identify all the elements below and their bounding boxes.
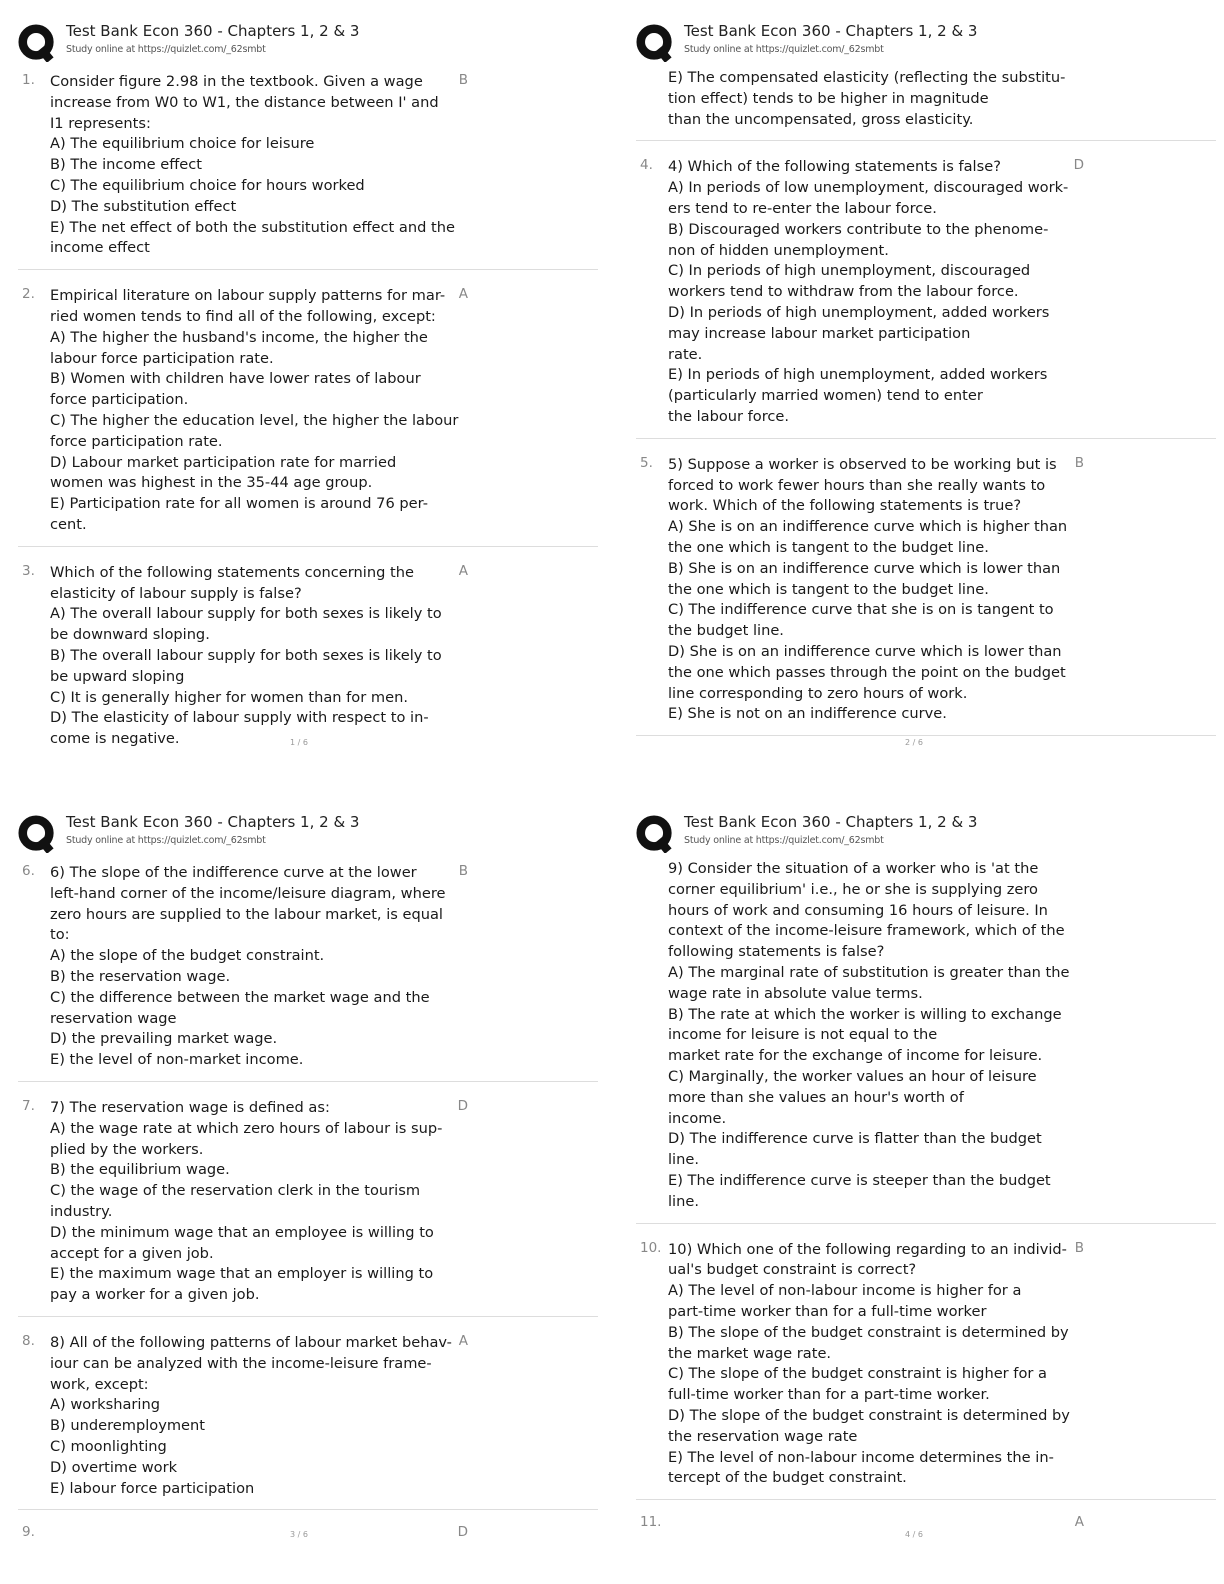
option: E) Participation rate for all women is around 76 per-: [50, 495, 428, 513]
page-header: [18, 813, 598, 859]
document-title: Test Bank Econ 360 - Chapters 1, 2 & 3: [684, 813, 978, 831]
option: C) In periods of high unemployment, discouraged: [668, 262, 1031, 280]
question-11-stub: [636, 1510, 1216, 1540]
line: left-hand corner of the income/leisure diagram, where: [50, 884, 446, 902]
line: hours of work and consuming 16 hours of leisure. In: [668, 901, 1048, 919]
option: come is negative.: [50, 730, 180, 748]
quizlet-logo-icon: [18, 24, 56, 62]
option: D) The slope of the budget constraint is determined by: [668, 1406, 1070, 1424]
option: B) The overall labour supply for both sexes is likely to: [50, 646, 442, 664]
option: than the uncompensated, gross elasticity.: [668, 110, 974, 128]
question-text: [668, 859, 1070, 1223]
option: line.: [668, 1192, 699, 1210]
option: (particularly married women) tend to enter: [668, 387, 983, 405]
page-header: [636, 813, 1216, 859]
question-number: 11.: [640, 1514, 662, 1531]
option: line corresponding to zero hours of work.: [668, 684, 968, 702]
option: the one which passes through the point on the budget: [668, 663, 1066, 681]
page-number: 3 / 6: [290, 1530, 308, 1539]
option: full-time worker than for a part-time worker.: [668, 1386, 990, 1404]
option: E) In periods of high unemployment, added workers: [668, 366, 1048, 384]
option: D) the minimum wage that an employee is willing to: [50, 1223, 434, 1241]
question-9-stub: [18, 1520, 598, 1550]
line: elasticity of labour supply is false?: [50, 584, 302, 602]
answer-key: A: [458, 286, 468, 303]
question-number: 2.: [22, 286, 35, 303]
option: B) Women with children have lower rates of labour: [50, 370, 421, 388]
line: I1 represents:: [50, 114, 151, 132]
option: C) It is generally higher for women than for men.: [50, 688, 408, 706]
option: the budget line.: [668, 622, 784, 640]
line: zero hours are supplied to the labour market, is equal: [50, 905, 443, 923]
question-number: 7.: [22, 1097, 35, 1114]
study-link[interactable]: Study online at https://quizlet.com/_62smbt: [66, 44, 266, 55]
question-text: [50, 282, 459, 546]
option: D) overtime work: [50, 1458, 178, 1476]
line: ual's budget constraint is correct?: [668, 1261, 917, 1279]
question-number: 10.: [640, 1239, 662, 1256]
question-number: 5.: [640, 454, 653, 471]
option: A) The overall labour supply for both sexes is likely to: [50, 605, 442, 623]
line: increase from W0 to W1, the distance between I' and: [50, 93, 439, 111]
question-3: [18, 559, 598, 760]
answer-key: D: [457, 1097, 468, 1114]
option: E) The indifference curve is steeper than the budget: [668, 1171, 1051, 1189]
option: B) underemployment: [50, 1417, 206, 1435]
question-number: 9.: [22, 1524, 35, 1541]
question-text: [50, 68, 455, 269]
document-title: Test Bank Econ 360 - Chapters 1, 2 & 3: [66, 813, 360, 831]
option: D) In periods of high unemployment, added workers: [668, 303, 1050, 321]
line: Empirical literature on labour supply patterns for mar-: [50, 287, 446, 305]
question-text: [50, 559, 442, 760]
option: C) The slope of the budget constraint is higher for a: [668, 1365, 1047, 1383]
option: the one which is tangent to the budget line.: [668, 580, 989, 598]
page-3: [18, 813, 598, 1550]
question-number: 4.: [640, 157, 653, 174]
option: D) Labour market participation rate for married: [50, 453, 397, 471]
option: B) The income effect: [50, 156, 202, 174]
line: 4) Which of the following statements is false?: [668, 158, 1001, 176]
option: C) the difference between the market wage and the: [50, 988, 430, 1006]
option: C) The higher the education level, the higher the labour: [50, 411, 459, 429]
option: E) labour force participation: [50, 1479, 255, 1497]
option: D) She is on an indifference curve which is lower than: [668, 642, 1062, 660]
option: women was highest in the 35-44 age group.: [50, 474, 373, 492]
answer-key: B: [458, 863, 468, 879]
line: 5) Suppose a worker is observed to be working but is: [668, 455, 1057, 473]
option: D) the prevailing market wage.: [50, 1030, 278, 1048]
question-7: [18, 1094, 598, 1317]
option: the reservation wage rate: [668, 1427, 858, 1445]
option: B) The rate at which the worker is willing to exchange: [668, 1005, 1062, 1023]
study-link[interactable]: Study online at https://quizlet.com/_62smbt: [66, 835, 266, 846]
option: accept for a given job.: [50, 1244, 214, 1262]
question-number: 1.: [22, 72, 35, 88]
option: may increase labour market participation: [668, 324, 971, 342]
option: be downward sloping.: [50, 626, 210, 644]
question-10: [636, 1236, 1216, 1501]
answer-key: B: [1074, 454, 1084, 471]
option: pay a worker for a given job.: [50, 1286, 260, 1304]
option: market rate for the exchange of income for leisure.: [668, 1047, 1043, 1065]
option: income for leisure is not equal to the: [668, 1026, 938, 1044]
option: industry.: [50, 1202, 113, 1220]
line: work, except:: [50, 1375, 149, 1393]
question-6: [18, 859, 598, 1082]
option: E) The level of non-labour income determines the in-: [668, 1448, 1054, 1466]
option: A) The equilibrium choice for leisure: [50, 135, 315, 153]
answer-key: A: [458, 562, 468, 579]
answer-key: B: [1074, 1239, 1084, 1256]
option: force participation rate.: [50, 432, 223, 450]
option: A) the slope of the budget constraint.: [50, 947, 325, 965]
page-number: 1 / 6: [290, 738, 308, 747]
question-text: [50, 1094, 442, 1316]
answer-key: A: [1074, 1514, 1084, 1531]
option: the market wage rate.: [668, 1344, 832, 1362]
option: income.: [668, 1109, 727, 1127]
option: plied by the workers.: [50, 1140, 204, 1158]
option: labour force participation rate.: [50, 349, 274, 367]
option: tion effect) tends to be higher in magnitude: [668, 89, 989, 107]
option: line.: [668, 1151, 699, 1169]
option: B) She is on an indifference curve which is lower than: [668, 559, 1061, 577]
question-8: [18, 1329, 598, 1510]
page-1: [18, 22, 598, 760]
question-9-continued: [636, 859, 1216, 1224]
option: part-time worker than for a full-time worker: [668, 1302, 987, 1320]
question-text: [668, 451, 1066, 735]
line: to:: [50, 926, 70, 944]
line: iour can be analyzed with the income-leisure frame-: [50, 1354, 432, 1372]
answer-key: D: [1073, 157, 1084, 174]
option: E) The compensated elasticity (reflecting the substitu-: [668, 69, 1066, 86]
document-title: Test Bank Econ 360 - Chapters 1, 2 & 3: [684, 22, 978, 40]
line: work. Which of the following statements is true?: [668, 497, 1022, 515]
option: workers tend to withdraw from the labour force.: [668, 283, 1019, 301]
option: C) The equilibrium choice for hours worked: [50, 176, 365, 194]
study-link[interactable]: Study online at https://quizlet.com/_62smbt: [684, 835, 884, 846]
question-2: [18, 282, 598, 547]
option: reservation wage: [50, 1009, 177, 1027]
option: cent.: [50, 515, 87, 533]
option: income effect: [50, 239, 150, 257]
question-1: [18, 68, 598, 270]
line: following statements is false?: [668, 943, 885, 961]
option: D) The elasticity of labour supply with respect to in-: [50, 709, 429, 727]
question-3-continued: [636, 68, 1216, 141]
page-number: 2 / 6: [905, 738, 923, 747]
option: A) the wage rate at which zero hours of labour is sup-: [50, 1119, 443, 1137]
option: force participation.: [50, 391, 189, 409]
question-number: 6.: [22, 863, 35, 879]
option: the labour force.: [668, 407, 790, 425]
option: A) The higher the husband's income, the higher the: [50, 328, 428, 346]
option: tercept of the budget constraint.: [668, 1469, 907, 1487]
option: C) The indifference curve that she is on is tangent to: [668, 601, 1054, 619]
option: A) The level of non-labour income is higher for a: [668, 1282, 1022, 1300]
option: E) the level of non-market income.: [50, 1051, 304, 1069]
line: corner equilibrium' i.e., he or she is supplying zero: [668, 880, 1038, 898]
option: E) The net effect of both the substitution effect and the: [50, 218, 455, 236]
line: forced to work fewer hours than she really wants to: [668, 476, 1046, 494]
page-2: [636, 22, 1216, 736]
option: C) moonlighting: [50, 1437, 167, 1455]
question-text: [50, 1329, 452, 1509]
quizlet-logo-icon: [636, 24, 674, 62]
answer-key: B: [458, 72, 468, 88]
line: 9) Consider the situation of a worker who is 'at the: [668, 860, 1039, 877]
option: D) The indifference curve is flatter than the budget: [668, 1130, 1042, 1148]
line: ried women tends to find all of the following, except:: [50, 307, 436, 325]
page-4: [636, 813, 1216, 1540]
option: A) In periods of low unemployment, discouraged work-: [668, 179, 1069, 197]
option: more than she values an hour's worth of: [668, 1088, 964, 1106]
question-5: [636, 451, 1216, 736]
option: A) worksharing: [50, 1396, 160, 1414]
question-number: 3.: [22, 562, 35, 579]
question-4: [636, 153, 1216, 438]
question-text: [668, 68, 1066, 140]
line: 10) Which one of the following regarding to an individ-: [668, 1240, 1067, 1258]
option: non of hidden unemployment.: [668, 241, 889, 259]
page-number: 4 / 6: [905, 1530, 923, 1539]
line: Which of the following statements concerning the: [50, 563, 414, 581]
answer-key: A: [458, 1332, 468, 1349]
line: 8) All of the following patterns of labour market behav-: [50, 1333, 452, 1351]
question-text: [50, 859, 446, 1081]
option: wage rate in absolute value terms.: [668, 984, 923, 1002]
option: B) Discouraged workers contribute to the phenome-: [668, 220, 1049, 238]
option: C) Marginally, the worker values an hour of leisure: [668, 1067, 1037, 1085]
question-text: [668, 153, 1069, 437]
option: ers tend to re-enter the labour force.: [668, 199, 937, 217]
option: B) the equilibrium wage.: [50, 1161, 230, 1179]
quizlet-logo-icon: [636, 815, 674, 853]
option: the one which is tangent to the budget line.: [668, 538, 989, 556]
line: Consider figure 2.98 in the textbook. Given a wage: [50, 73, 423, 90]
page-header: [636, 22, 1216, 68]
line: 6) The slope of the indifference curve at the lower: [50, 864, 417, 881]
answer-key: D: [457, 1524, 468, 1541]
study-link[interactable]: Study online at https://quizlet.com/_62smbt: [684, 44, 884, 55]
line: context of the income-leisure framework, which of the: [668, 922, 1065, 940]
option: be upward sloping: [50, 667, 185, 685]
document-title: Test Bank Econ 360 - Chapters 1, 2 & 3: [66, 22, 360, 40]
option: B) the reservation wage.: [50, 967, 231, 985]
quizlet-logo-icon: [18, 815, 56, 853]
option: E) She is not on an indifference curve.: [668, 705, 947, 723]
question-number: 8.: [22, 1332, 35, 1349]
option: D) The substitution effect: [50, 197, 237, 215]
option: B) The slope of the budget constraint is determined by: [668, 1323, 1069, 1341]
page-header: [18, 22, 598, 68]
question-text: [668, 1236, 1070, 1500]
option: rate.: [668, 345, 703, 363]
line: 7) The reservation wage is defined as:: [50, 1098, 330, 1116]
option: A) The marginal rate of substitution is greater than the: [668, 963, 1070, 981]
option: C) the wage of the reservation clerk in the tourism: [50, 1182, 421, 1200]
option: A) She is on an indifference curve which is higher than: [668, 518, 1068, 536]
option: E) the maximum wage that an employer is willing to: [50, 1265, 434, 1283]
